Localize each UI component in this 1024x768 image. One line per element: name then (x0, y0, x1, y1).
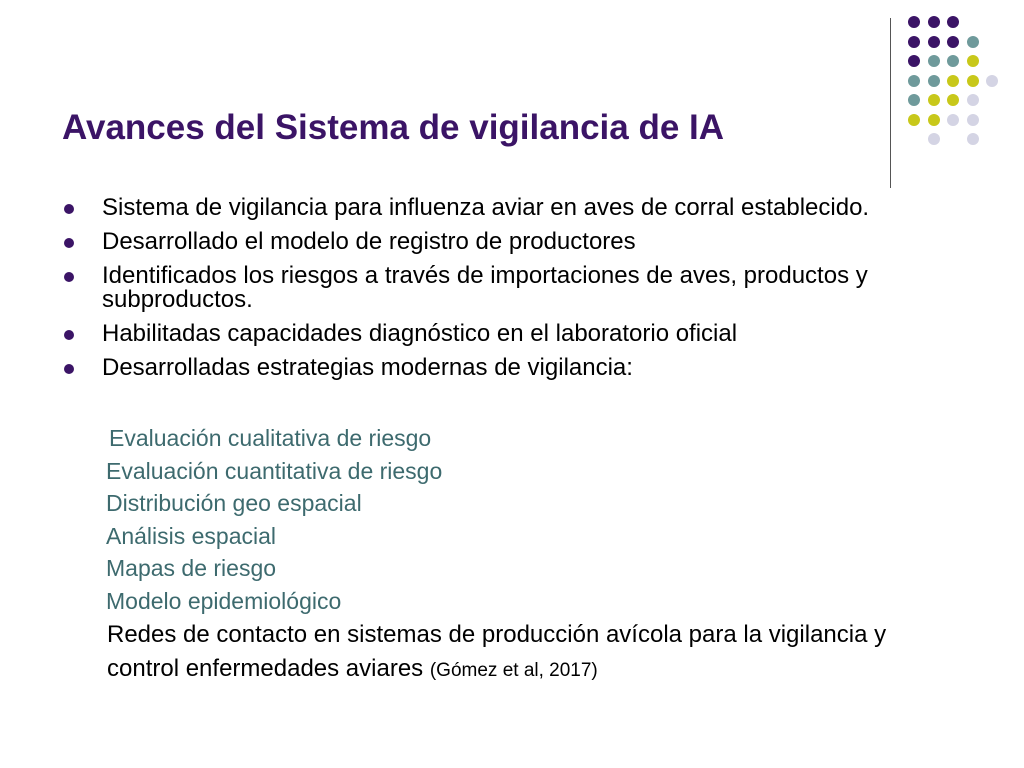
bullet-item (62, 264, 882, 312)
bullet-item (62, 322, 882, 346)
bullet-text: Sistema de vigilancia para influenza aviar en aves de corral establecido. (102, 194, 870, 221)
decorative-dot (908, 55, 920, 67)
decorative-dot (967, 36, 979, 48)
decorative-dot (928, 16, 940, 28)
decorative-dot-grid (905, 16, 1005, 166)
decorative-dot (928, 75, 940, 87)
decorative-dot (967, 75, 979, 87)
bullet-dot-icon (64, 330, 74, 340)
bullet-text: Desarrolladas estrategias modernas de vigilancia: (102, 354, 633, 381)
strategy-item: Evaluación cuantitativa de riesgo (106, 457, 443, 484)
bullet-text: Desarrollado el modelo de registro de productores (102, 228, 636, 255)
decorative-dot (947, 16, 959, 28)
bullet-dot-icon (64, 364, 74, 374)
bullet-item (62, 196, 882, 220)
decorative-dot (947, 94, 959, 106)
decorative-dot (947, 75, 959, 87)
decorative-dot (947, 114, 959, 126)
decorative-dot (908, 16, 920, 28)
strategy-item: Modelo epidemiológico (106, 587, 342, 614)
decorative-dot (947, 36, 959, 48)
strategy-item: Mapas de riesgo (106, 555, 277, 582)
decorative-dot (908, 94, 920, 106)
strategy-item: Análisis espacial (106, 522, 277, 549)
decorative-dot (967, 55, 979, 67)
strategy-item: Evaluación cualitativa de riesgo (109, 425, 432, 451)
decorative-dot (928, 55, 940, 67)
bullet-dot-icon (64, 272, 74, 282)
bullet-dot-icon (64, 204, 74, 214)
decorative-dot (908, 114, 920, 126)
citation: (Gómez et al, 2017) (429, 660, 598, 681)
strategy-list (106, 422, 442, 618)
contact-network-paragraph (107, 618, 907, 688)
bullet-item (62, 356, 882, 380)
decorative-dot (967, 94, 979, 106)
decorative-dot (947, 55, 959, 67)
bullet-text: Identificados los riesgos a través de importaciones de aves, productos y subproductos. (102, 262, 868, 313)
decorative-dot (908, 36, 920, 48)
bullet-item (62, 230, 882, 254)
bullet-list (62, 196, 882, 390)
bullet-dot-icon (64, 238, 74, 248)
decorative-dot (928, 94, 940, 106)
decorative-dot (928, 114, 940, 126)
decorative-dot (967, 114, 979, 126)
decorative-dot (928, 133, 940, 145)
decorative-dot (908, 75, 920, 87)
decorative-dot (986, 75, 998, 87)
vertical-divider (890, 18, 891, 188)
strategy-item: Distribución geo espacial (106, 490, 362, 517)
bullet-text: Habilitadas capacidades diagnóstico en el laboratorio oficial (102, 320, 738, 347)
decorative-dot (928, 36, 940, 48)
slide-title: Avances del Sistema de vigilancia de IA (62, 108, 725, 147)
decorative-dot (967, 133, 979, 145)
network-text: Redes de contacto en sistemas de producción avícola para la vigilancia y control enfermedades aviares (107, 621, 887, 682)
